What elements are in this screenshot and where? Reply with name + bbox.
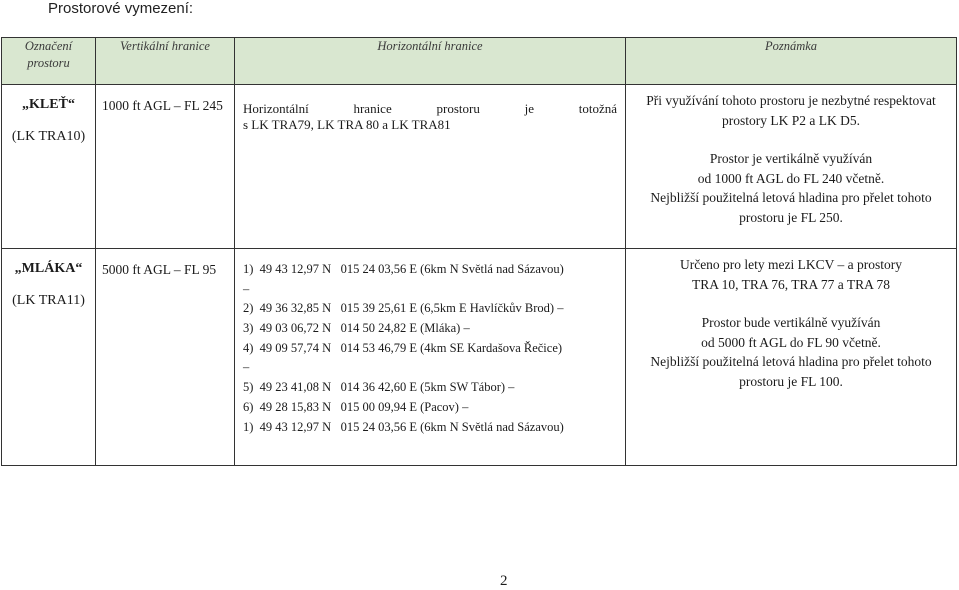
zone-name-cell xyxy=(2,85,96,249)
airspace-table xyxy=(1,37,957,466)
coordinate-item: – xyxy=(243,281,250,296)
header-designation-line1: Označení xyxy=(24,39,73,53)
note-line: prostoru je FL 250. xyxy=(739,209,843,225)
note-cell xyxy=(626,249,957,466)
table-row xyxy=(2,85,957,249)
header-vertical: Vertikální hranice xyxy=(96,38,235,85)
page-number: 2 xyxy=(500,573,508,589)
section-heading: Prostorové vymezení: xyxy=(48,0,194,17)
note-line: Nejbližší použitelná letová hladina pro přelet tohoto xyxy=(650,190,932,205)
note-line: od 1000 ft AGL do FL 240 včetně. xyxy=(697,170,885,186)
zone-name: „MLÁKA“ xyxy=(14,261,83,276)
coordinate-item: 4) 49 09 57,74 N 014 53 46,79 E (4km SE Kardašova Řečice) xyxy=(243,340,563,355)
vertical-limit: 1000 ft AGL – FL 245 xyxy=(96,85,235,249)
coordinate-item: – xyxy=(243,360,250,375)
coordinate-item: 5) 49 23 41,08 N 014 36 42,60 E (5km SW Tábor) – xyxy=(243,380,515,395)
header-designation xyxy=(2,38,96,85)
note-line: Nejbližší použitelná letová hladina pro přelet tohoto xyxy=(650,354,932,369)
note-line: prostory LK P2 a LK D5. xyxy=(722,112,860,128)
coordinate-item: 2) 49 36 32,85 N 015 39 25,61 E (6,5km E Havlíčkův Brod) – xyxy=(243,301,564,316)
coordinate-item: 1) 49 43 12,97 N 015 24 03,56 E (6km N Světlá nad Sázavou) xyxy=(243,262,564,276)
table-row xyxy=(2,249,957,466)
zone-code: (LK TRA11) xyxy=(12,293,85,308)
header-horizontal: Horizontální hranice xyxy=(235,38,626,85)
header-designation-line2: prostoru xyxy=(27,56,70,70)
note-line: Prostor je vertikálně využíván xyxy=(709,151,873,166)
zone-name-cell xyxy=(2,249,96,466)
note-cell xyxy=(626,85,957,249)
coordinate-item: 3) 49 03 06,72 N 014 50 24,82 E (Mláka) – xyxy=(243,321,470,336)
note-line: Prostor bude vertikálně využíván xyxy=(701,315,881,330)
horizontal-limit-line2: s LK TRA79, LK TRA 80 a LK TRA81 xyxy=(243,117,451,132)
header-note: Poznámka xyxy=(626,38,957,85)
note-line: Při využívání tohoto prostoru je nezbytné respektovat xyxy=(646,93,936,108)
vertical-limit: 5000 ft AGL – FL 95 xyxy=(96,249,235,466)
zone-name: „KLEŤ“ xyxy=(22,97,75,112)
note-line: TRA 10, TRA 76, TRA 77 a TRA 78 xyxy=(691,276,891,292)
note-line: Určeno pro lety mezi LKCV – a prostory xyxy=(679,257,903,272)
coordinate-item: 1) 49 43 12,97 N 015 24 03,56 E (6km N Světlá nad Sázavou) xyxy=(243,419,564,434)
horizontal-limit-line1: Horizontální hranice prostoru je totožná xyxy=(243,101,617,116)
note-line: prostoru je FL 100. xyxy=(739,373,843,389)
table-header-row xyxy=(2,38,957,85)
coordinate-cell xyxy=(235,249,626,466)
horizontal-limit-cell xyxy=(235,85,626,249)
coordinate-list xyxy=(235,249,625,436)
note-line: od 5000 ft AGL do FL 90 včetně. xyxy=(701,334,881,350)
zone-code: (LK TRA10) xyxy=(11,129,86,144)
coordinate-item: 6) 49 28 15,83 N 015 00 09,94 E (Pacov) – xyxy=(243,399,469,414)
